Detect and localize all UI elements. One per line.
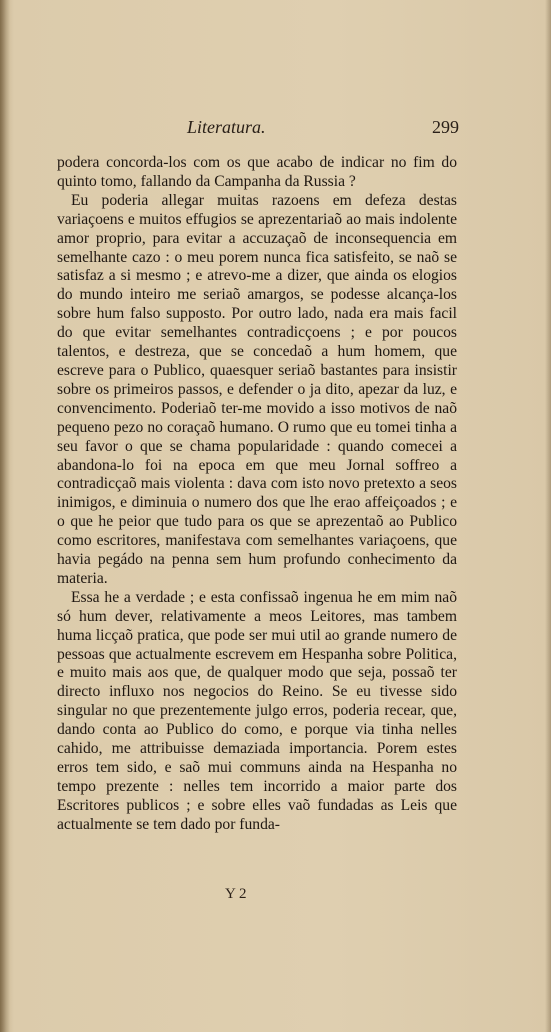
paragraph-1: podera concorda-los com os que acabo de indicar no fim do quinto tomo, fallando da Campanha da Russia ?: [57, 154, 457, 190]
paragraph-3: Essa he a verdade ; e esta confissaõ ingenua he em mim naõ só hum dever, relativamente a meos Leitores, mas tambem huma licçaõ pratica, que pode ser mui util ao grande numero de pessoas que actualmente escrevem em Hespanha sobre Politica, e muito mais aos que, de qualquer modo que seja, possaõ ter directo influxo nos negocios do Reino. Se eu tivesse sido singular no que prezentemente julgo erros, poderia recear, que, dando conta ao Publico do como, e porque via tinha nelles cahido, me attribuisse demaziada importancia. Porem estes erros tem sido, e saõ mui communs ainda na Hespanha no tempo prezente : nelles tem incorrido a maior parte dos Escritores publicos ; e sobre elles vaõ fundadas as Leis que actualmente se tem dado por funda-: [57, 588, 457, 833]
body-text: [57, 154, 457, 835]
spine-shadow: [0, 0, 10, 1032]
signature-mark: Y 2: [225, 886, 247, 902]
running-head: [57, 117, 457, 141]
page-number: 299: [432, 117, 459, 137]
paragraph-2: Eu poderia allegar muitas razoens em defeza destas variaçoens e muitos effugios se aprezentariaõ ao mais indolente amor proprio, para evitar a accuzaçaõ de inconsequencia em semelhante cazo : o meu porem nunca fica satisfeito, se naõ se satisfaz a si mesmo ; e atrevo-me a dizer, que ainda os elogios do mundo inteiro me seriaõ amargos, se podesse alcança-los sobre hum falso supposto. Por outro lado, nada era mais facil do que evitar semelhantes contradicçoens ; e por poucos talentos, e destreza, que se concedaõ a hum homem, que escreve para o Publico, quaesquer seriaõ bastantes para insistir sobre os primeiros passos, e defender o ja dito, apezar da luz, e convencimento. Poderiaõ ter-me movido a isso motivos de naõ pequeno pezo no coraçaõ humano. O rumo que eu tomei tinha a seu favor o que se chama popularidade : quando comecei a abandona-lo foi na epoca em que meu Jornal soffreo a contradicçaõ mais violenta : dava com isto novo pretexto a seos inimigos, e diminuia o numero dos que lhe erao affeiçoados ; e o que he peior que tudo para os que se aprezentaõ ao Publico como escritores, manifestava com semelhantes variaçoens, que havia pegádo na penna sem hum profundo conhecimento da materia.: [57, 191, 457, 587]
page-edge: [545, 0, 551, 1032]
running-title: Literatura.: [187, 117, 266, 137]
